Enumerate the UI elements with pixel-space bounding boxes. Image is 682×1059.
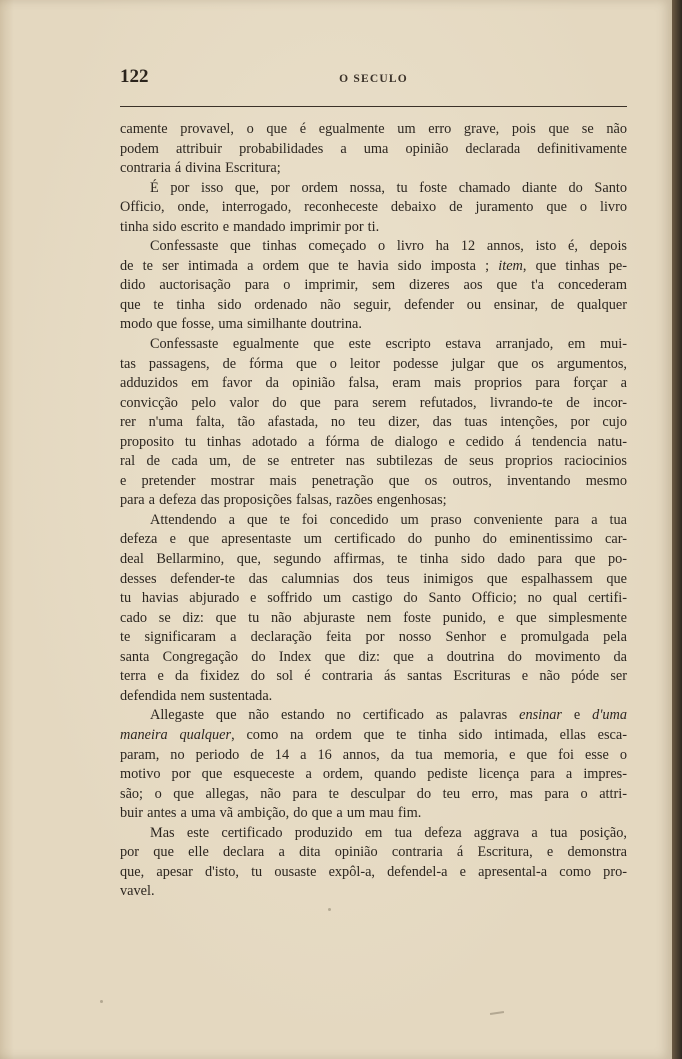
running-title: O SECULO bbox=[339, 73, 408, 85]
line-text: e pretender mostrar mais penetração que os outros, inventando mesmo bbox=[120, 472, 627, 489]
text-line bbox=[120, 394, 627, 414]
line-text: são; o que allegas, não para te desculpar do teu erro, mas para o attri- bbox=[120, 785, 627, 802]
page-number: 122 bbox=[120, 66, 149, 87]
text-line bbox=[120, 296, 627, 316]
page-edge bbox=[672, 0, 682, 1059]
line-text: Confessaste que tinhas começado o livro ha 12 annos, isto é, depois bbox=[150, 238, 627, 255]
text-line bbox=[120, 726, 627, 746]
line-text: rer n'uma falta, tão afastada, no teu dizer, das tuas intenções, por cujo bbox=[120, 414, 627, 431]
line-text: deal Bellarmino, que, segundo affirmas, te tinha sido dado para que po- bbox=[120, 551, 627, 568]
line-text: de te ser intimada a ordem que te havia sido imposta ; bbox=[120, 257, 499, 274]
paper-speck bbox=[100, 1000, 103, 1003]
text-line bbox=[120, 452, 627, 472]
italic-text: item bbox=[498, 257, 523, 274]
line-text: cado se diz: que tu não abjuraste nem foste punido, e que simplesmente bbox=[120, 609, 627, 626]
line-text: defendida nem sustentada. bbox=[120, 687, 273, 704]
text-line bbox=[120, 863, 627, 883]
text-line bbox=[120, 140, 627, 160]
line-text: camente provavel, o que é egualmente um erro grave, pois que se não bbox=[120, 121, 627, 137]
line-text: podem attribuir probabilidades a uma opinião declarada definitivamente bbox=[120, 140, 627, 157]
text-line bbox=[120, 687, 627, 707]
line-text: param, no periodo de 14 a 16 annos, da tua memoria, e que foi esse o bbox=[120, 746, 627, 763]
text-line bbox=[120, 785, 627, 805]
text-line bbox=[120, 218, 627, 238]
line-text: vavel. bbox=[120, 883, 155, 900]
text-line bbox=[120, 179, 627, 199]
line-text: dido auctorisação para o imprimir, sem dizeres aos que t'a concederam bbox=[120, 277, 627, 294]
text-line bbox=[120, 746, 627, 766]
text-line bbox=[120, 882, 627, 902]
text-line bbox=[120, 159, 627, 179]
text-line bbox=[120, 491, 627, 511]
text-line bbox=[120, 374, 627, 394]
text-line bbox=[120, 570, 627, 590]
line-text: , como na ordem que te tinha sido intimada, ellas esca- bbox=[231, 726, 627, 743]
line-text: ral de cada um, de se entreter nas subtilezas de seus proprios raciocinios bbox=[120, 453, 627, 470]
text-line bbox=[120, 472, 627, 492]
text-line bbox=[120, 276, 627, 296]
text-line bbox=[120, 335, 627, 355]
text-line bbox=[120, 824, 627, 844]
line-text: tu havias abjurado e soffrido um castigo do Santo Officio; no qual certifi- bbox=[120, 590, 627, 607]
italic-text: d'uma bbox=[592, 707, 627, 724]
text-line bbox=[120, 257, 627, 277]
line-text: buir antes a uma vã ambição, do que a um mau fim. bbox=[120, 805, 422, 822]
line-text: motivo por que esqueceste a ordem, quando pediste licença para a impres- bbox=[120, 766, 627, 783]
line-text: É por isso que, por ordem nossa, tu foste chamado diante do Santo bbox=[150, 179, 627, 196]
text-line bbox=[120, 609, 627, 629]
line-text: Officio, onde, interrogado, reconheceste debaixo de juramento que o livro bbox=[120, 199, 627, 216]
text-line bbox=[120, 237, 627, 257]
line-text: , que tinhas pe- bbox=[522, 257, 627, 274]
text-line bbox=[120, 433, 627, 453]
line-text: para a defeza das proposições falsas, razões engenhosas; bbox=[120, 492, 447, 509]
paper-mark bbox=[490, 1011, 504, 1015]
line-text: proposito tu tinhas adotado a fórma de dialogo e cedido á tendencia natu- bbox=[120, 433, 627, 450]
text-line bbox=[120, 198, 627, 218]
line-text: por que elle declara a dita opinião contraria á Escritura, e demonstra bbox=[120, 844, 627, 861]
text-line bbox=[120, 589, 627, 609]
line-text: que, apesar d'isto, tu ousaste expôl-a, defendel-a e apresental-a como pro- bbox=[120, 863, 627, 880]
line-text: Confessaste egualmente que este escripto estava arranjado, em mui- bbox=[150, 336, 627, 353]
line-text: defeza e que apresentaste um certificado do punho do eminentissimo car- bbox=[120, 531, 627, 548]
text-line bbox=[120, 413, 627, 433]
text-line bbox=[120, 120, 627, 140]
text-line bbox=[120, 765, 627, 785]
line-text: Allegaste que não estando no certificado as palavras bbox=[150, 707, 520, 724]
italic-text: maneira qualquer bbox=[120, 726, 232, 743]
line-text: contraria á divina Escritura; bbox=[120, 160, 281, 177]
line-text: modo que fosse, uma similhante doutrina. bbox=[120, 316, 362, 333]
text-line bbox=[120, 648, 627, 668]
header-rule bbox=[120, 106, 627, 107]
text-line bbox=[120, 706, 627, 726]
line-text: te significaram a declaração feita por nosso Senhor e promulgada pela bbox=[120, 629, 627, 646]
line-text: que te tinha sido ordenado não seguir, defender ou ensinar, de qualquer bbox=[120, 296, 627, 313]
line-text: desses defender-te das calumnias dos teus inimigos que espalhassem que bbox=[120, 570, 627, 587]
text-line bbox=[120, 628, 627, 648]
line-text: terra e da fixidez do sol é contraria ás santas Escrituras e não póde ser bbox=[120, 668, 627, 685]
line-text: adduzidos em favor da opinião falsa, eram mais proprios para forçar a bbox=[120, 375, 627, 392]
body-text bbox=[120, 120, 627, 902]
line-text: Attendendo a que te foi concedido um praso conveniente para a tua bbox=[150, 511, 627, 528]
line-text: e bbox=[562, 707, 593, 724]
line-text: tinha sido escrito e mandado imprimir por ti. bbox=[120, 218, 380, 235]
text-line bbox=[120, 355, 627, 375]
text-line bbox=[120, 315, 627, 335]
line-text: Mas este certificado produzido em tua defeza aggrava a tua posição, bbox=[150, 824, 627, 841]
text-line bbox=[120, 804, 627, 824]
text-line bbox=[120, 511, 627, 531]
line-text: tas passagens, de fórma que o leitor podesse julgar que os argumentos, bbox=[120, 355, 627, 372]
line-text: santa Congregação do Index que diz: que a doutrina do movimento da bbox=[120, 648, 627, 665]
line-text: convicção pelo valor do que para serem refutados, livrando-te de incor- bbox=[120, 394, 627, 411]
paper-speck bbox=[328, 908, 331, 911]
italic-text: ensinar bbox=[519, 707, 563, 724]
text-line bbox=[120, 667, 627, 687]
text-line bbox=[120, 550, 627, 570]
text-line bbox=[120, 843, 627, 863]
page-header bbox=[120, 66, 627, 96]
text-line bbox=[120, 530, 627, 550]
